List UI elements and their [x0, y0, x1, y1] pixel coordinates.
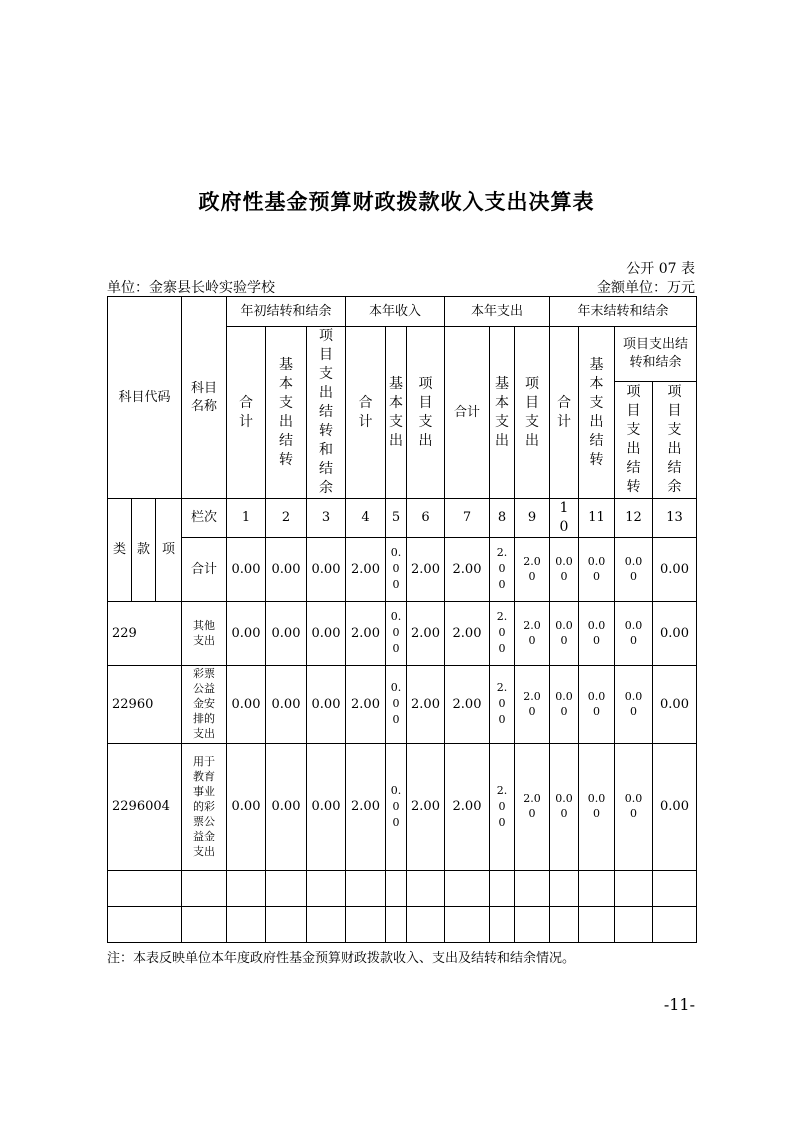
col-number: 3	[307, 499, 346, 538]
header-lei: 类	[108, 499, 132, 602]
cell	[346, 871, 386, 907]
col-number: 5	[386, 499, 407, 538]
header-expense-total: 合计	[445, 327, 490, 499]
cell: 2.00	[346, 744, 386, 871]
header-group-income: 本年收入	[346, 297, 445, 327]
col-number: 9	[515, 499, 550, 538]
cell	[445, 871, 490, 907]
cell: 2.00	[407, 602, 445, 666]
cell: 2.00	[515, 602, 550, 666]
table-row-empty	[108, 871, 697, 907]
cell: 0.00	[227, 744, 266, 871]
table-row	[108, 744, 697, 871]
cell: 0.00	[386, 744, 407, 871]
cell	[386, 907, 407, 943]
table-row	[108, 666, 697, 744]
cell: 0.00	[615, 538, 653, 602]
cell	[227, 907, 266, 943]
cell	[307, 907, 346, 943]
header-begin-basic: 基本支出结转	[266, 327, 307, 499]
row-name: 合计	[182, 538, 227, 602]
col-number: 8	[490, 499, 515, 538]
header-income-total: 合计	[346, 327, 386, 499]
cell	[407, 871, 445, 907]
row-name: 彩票公益金安排的支出	[182, 666, 227, 744]
col-number: 7	[445, 499, 490, 538]
cell	[346, 907, 386, 943]
cell: 0.00	[550, 602, 579, 666]
row-name: 用于教育事业的彩票公益金支出	[182, 744, 227, 871]
cell	[266, 907, 307, 943]
cell: 0.00	[266, 666, 307, 744]
cell: 0.00	[579, 666, 615, 744]
cell: 2.00	[490, 538, 515, 602]
header-kuan: 款	[132, 499, 156, 602]
cell: 0.00	[615, 744, 653, 871]
cell: 0.00	[386, 538, 407, 602]
form-number: 公开 07 表	[626, 261, 695, 277]
cell: 2.00	[407, 538, 445, 602]
cell	[307, 871, 346, 907]
table-row	[108, 538, 697, 602]
cell	[490, 907, 515, 943]
cell	[386, 871, 407, 907]
cell: 2.00	[407, 744, 445, 871]
cell: 0.00	[550, 744, 579, 871]
cell: 0.00	[653, 602, 697, 666]
cell: 0.00	[579, 744, 615, 871]
cell: 0.00	[227, 602, 266, 666]
header-expense-basic: 基本支出	[490, 327, 515, 499]
col-number: 6	[407, 499, 445, 538]
cell: 2.00	[515, 538, 550, 602]
col-number: 13	[653, 499, 697, 538]
col-number: 1	[227, 499, 266, 538]
header-group-begin: 年初结转和结余	[227, 297, 346, 327]
cell	[227, 871, 266, 907]
cell: 2.00	[445, 744, 490, 871]
cell: 2.00	[445, 666, 490, 744]
cell: 2.00	[515, 666, 550, 744]
header-lanci: 栏次	[182, 499, 227, 538]
cell	[108, 871, 182, 907]
col-number: 4	[346, 499, 386, 538]
cell: 0.00	[266, 744, 307, 871]
table-note: 注：本表反映单位本年度政府性基金预算财政拨款收入、支出及结转和结余情况。	[107, 951, 576, 966]
cell	[407, 907, 445, 943]
cell: 0.00	[307, 666, 346, 744]
table-row	[108, 602, 697, 666]
row-code: 22960	[108, 666, 182, 744]
col-number: 10	[550, 499, 579, 538]
header-expense-project: 项目支出	[515, 327, 550, 499]
cell	[615, 907, 653, 943]
cell: 0.00	[307, 744, 346, 871]
cell: 0.00	[227, 538, 266, 602]
cell: 0.00	[579, 538, 615, 602]
table-row-empty	[108, 907, 697, 943]
cell	[579, 907, 615, 943]
header-xiang: 项	[156, 499, 182, 602]
header-income-project: 项目支出	[407, 327, 445, 499]
header-name: 科目名称	[182, 297, 227, 499]
header-end-total: 合计	[550, 327, 579, 499]
header-end-project-balance: 项目支出结余	[653, 382, 697, 499]
row-code: 229	[108, 602, 182, 666]
budget-table	[107, 296, 697, 943]
cell: 2.00	[346, 538, 386, 602]
cell	[579, 871, 615, 907]
cell: 0.00	[653, 666, 697, 744]
cell	[182, 871, 227, 907]
cell: 0.00	[307, 602, 346, 666]
row-code: 2296004	[108, 744, 182, 871]
cell: 0.00	[653, 744, 697, 871]
page-number: -11-	[663, 995, 695, 1014]
cell: 2.00	[490, 744, 515, 871]
cell	[550, 871, 579, 907]
cell: 0.00	[266, 538, 307, 602]
row-name: 其他支出	[182, 602, 227, 666]
header-end-project-carry: 项目支出结转	[615, 382, 653, 499]
cell: 0.00	[266, 602, 307, 666]
cell: 0.00	[307, 538, 346, 602]
page-title: 政府性基金预算财政拨款收入支出决算表	[198, 190, 595, 214]
cell: 2.00	[490, 602, 515, 666]
header-group-expense: 本年支出	[445, 297, 550, 327]
cell: 0.00	[550, 538, 579, 602]
col-number: 2	[266, 499, 307, 538]
cell: 0.00	[653, 538, 697, 602]
cell	[653, 907, 697, 943]
cell: 0.00	[615, 602, 653, 666]
header-code: 科目代码	[108, 297, 182, 499]
cell	[550, 907, 579, 943]
header-end-basic: 基本支出结转	[579, 327, 615, 499]
cell: 2.00	[515, 744, 550, 871]
cell: 2.00	[445, 602, 490, 666]
cell: 2.00	[445, 538, 490, 602]
cell: 0.00	[386, 602, 407, 666]
cell	[182, 907, 227, 943]
cell: 0.00	[386, 666, 407, 744]
cell: 0.00	[579, 602, 615, 666]
cell	[515, 871, 550, 907]
cell: 0.00	[227, 666, 266, 744]
cell	[266, 871, 307, 907]
col-number: 11	[579, 499, 615, 538]
cell	[653, 871, 697, 907]
cell: 2.00	[407, 666, 445, 744]
header-group-end: 年末结转和结余	[550, 297, 697, 327]
cell	[615, 871, 653, 907]
cell	[515, 907, 550, 943]
cell: 2.00	[346, 602, 386, 666]
cell	[445, 907, 490, 943]
cell: 2.00	[346, 666, 386, 744]
cell	[108, 907, 182, 943]
header-begin-project: 项目支出结转和结余	[307, 327, 346, 499]
cell: 0.00	[550, 666, 579, 744]
unit-name: 单位：金寨县长岭实验学校	[107, 280, 275, 296]
cell: 2.00	[490, 666, 515, 744]
header-end-project-group: 项目支出结转和结余	[615, 327, 697, 382]
cell	[490, 871, 515, 907]
col-number: 12	[615, 499, 653, 538]
header-begin-total: 合计	[227, 327, 266, 499]
header-income-basic: 基本支出	[386, 327, 407, 499]
cell: 0.00	[615, 666, 653, 744]
amount-unit: 金额单位：万元	[597, 280, 695, 296]
